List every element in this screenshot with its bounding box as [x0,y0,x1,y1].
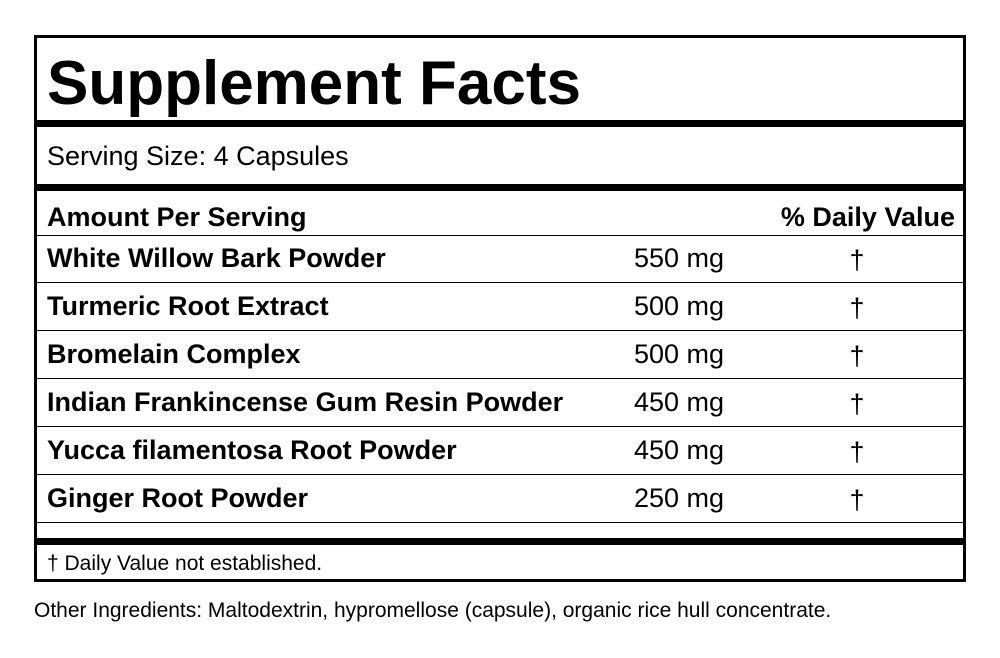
daily-value-header: % Daily Value [780,202,955,232]
divider-thin [37,282,963,283]
ingredient-amount: 250 mg [634,483,725,513]
table-row [37,238,963,286]
ingredient-amount: 450 mg [634,435,725,465]
ingredient-name: Bromelain Complex [47,339,301,369]
ingredient-amount: 550 mg [634,243,725,273]
ingredient-name: Ginger Root Powder [47,483,309,513]
table-row [37,382,963,430]
daily-value-mark: † [849,437,865,467]
daily-value-mark: † [849,341,865,371]
divider-thin [37,522,963,523]
daily-value-mark: † [849,245,865,275]
divider-thick [37,120,963,127]
ingredient-name: Yucca filamentosa Root Powder [47,435,457,465]
amount-per-serving-header: Amount Per Serving [47,202,307,232]
table-row [37,334,963,382]
table-row [37,478,963,526]
divider-thin [37,378,963,379]
ingredient-name: White Willow Bark Powder [47,243,386,273]
daily-value-mark: † [849,293,865,323]
table-row [37,430,963,478]
other-ingredients: Other Ingredients: Maltodextrin, hypromellose (capsule), organic rice hull concentrate. [34,599,832,622]
serving-size: Serving Size: 4 Capsules [47,141,349,171]
supplement-facts-panel [34,35,966,582]
table-row [37,286,963,334]
ingredient-amount: 500 mg [634,291,725,321]
divider-thick [37,538,963,545]
ingredient-name: Indian Frankincense Gum Resin Powder [47,387,564,417]
divider-thin [37,235,963,236]
divider-thin [37,474,963,475]
ingredient-name: Turmeric Root Extract [47,291,329,321]
divider-thin [37,330,963,331]
daily-value-footnote: † Daily Value not established. [47,552,323,575]
daily-value-mark: † [849,389,865,419]
ingredient-amount: 450 mg [634,387,725,417]
panel-title: Supplement Facts [47,49,581,118]
daily-value-mark: † [849,485,865,515]
divider-thick [37,184,963,191]
ingredient-amount: 500 mg [634,339,725,369]
divider-thin [37,426,963,427]
